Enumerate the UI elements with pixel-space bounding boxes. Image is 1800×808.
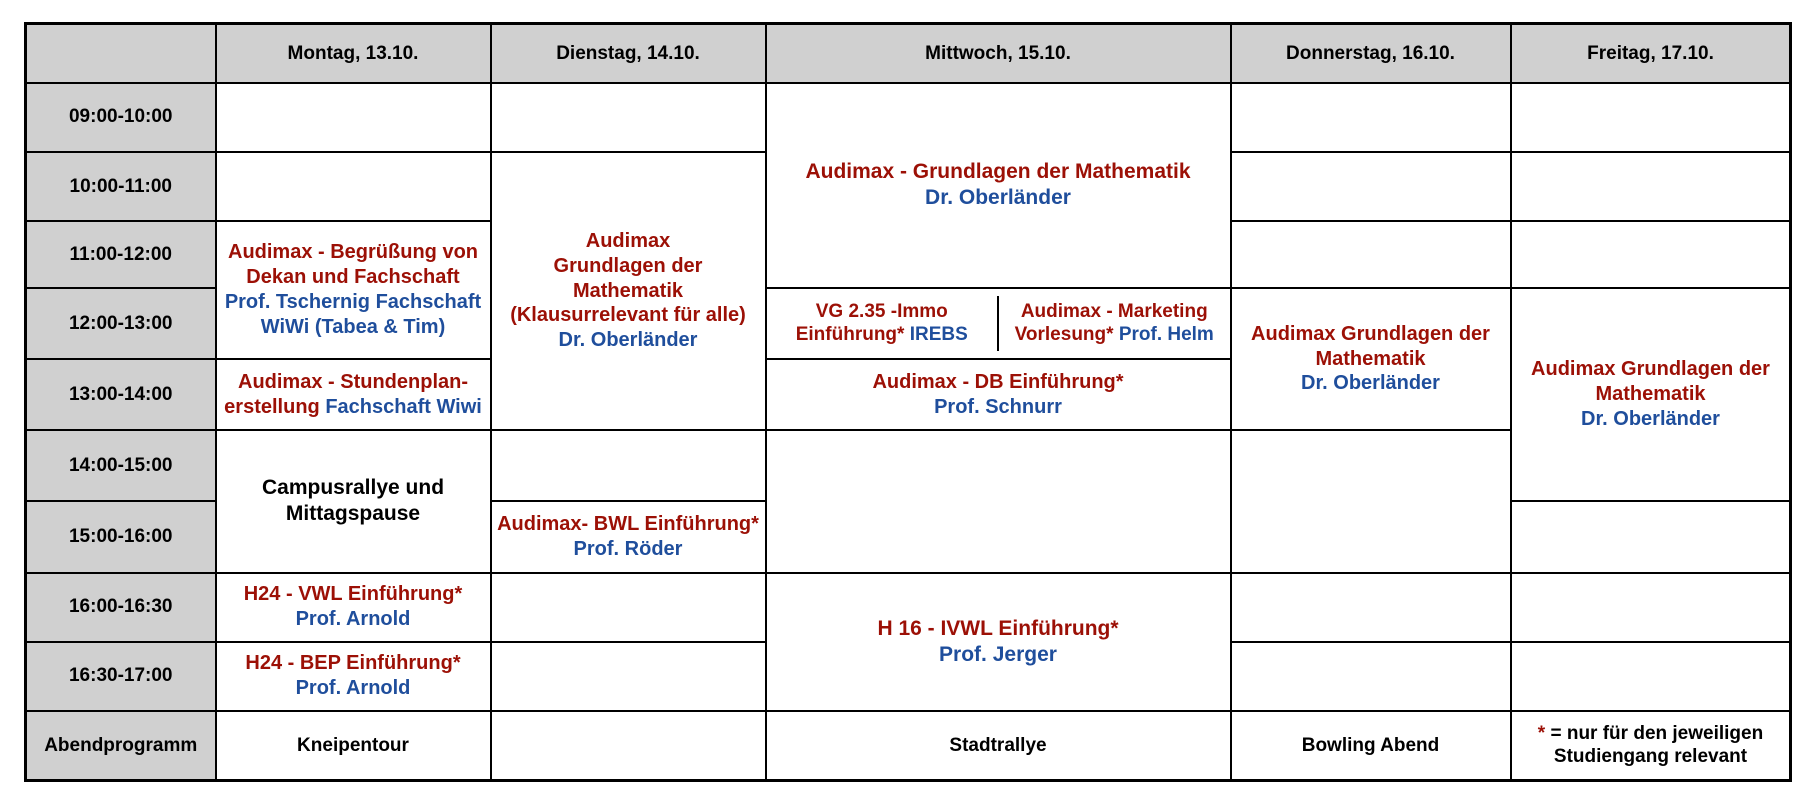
entry-donnerstag-mathe-line1: Audimax Grundlagen der	[1251, 322, 1490, 345]
entry-mittwoch-immo-line2b: IREBS	[909, 324, 968, 346]
cell-montag-0900	[216, 83, 491, 152]
cell-abend-mittwoch: Stadtrallye	[766, 711, 1231, 781]
cell-donnerstag-1400	[1231, 430, 1511, 572]
cell-donnerstag-mathe	[1231, 288, 1511, 430]
entry-mittwoch-marketing-line2: Vorlesung*	[1014, 324, 1114, 346]
entry-mittwoch-ivwl-line2: Prof. Jerger	[939, 642, 1057, 666]
entry-dienstag-bwl-line2: Prof. Röder	[573, 538, 683, 560]
entry-montag-vwl-line2: Prof. Arnold	[295, 608, 411, 631]
entry-montag-campusrallye-line2: Mittagspause	[285, 502, 421, 526]
table-row	[26, 573, 1791, 642]
entry-mittwoch-db-line1: Audimax - DB Einführung*	[872, 370, 1124, 393]
cell-abend-donnerstag: Bowling Abend	[1231, 711, 1511, 781]
entry-freitag-mathe-line1: Audimax Grundlagen der	[1531, 358, 1770, 381]
cell-donnerstag-1100	[1231, 221, 1511, 288]
cell-footnote	[1511, 711, 1791, 781]
entry-montag-stundenplan-line2b: Fachschaft Wiwi	[325, 395, 482, 418]
cell-mittwoch-immo	[767, 296, 999, 351]
cell-mittwoch-ivwl	[766, 573, 1231, 711]
footnote-star: *	[1537, 722, 1546, 744]
header-day-freitag: Freitag, 17.10.	[1511, 24, 1791, 83]
time-label-1300: 13:00-14:00	[26, 359, 216, 430]
cell-mittwoch-vormittag	[766, 83, 1231, 288]
entry-donnerstag-mathe-line2: Mathematik	[1315, 347, 1426, 370]
header-day-dienstag: Dienstag, 14.10.	[491, 24, 766, 83]
time-label-1000: 10:00-11:00	[26, 152, 216, 221]
time-label-0900: 09:00-10:00	[26, 83, 216, 152]
entry-montag-campusrallye-line1: Campusrallye und	[261, 476, 445, 500]
cell-donnerstag-1600	[1231, 573, 1511, 642]
entry-dienstag-mathe-line1: Audimax	[585, 229, 671, 252]
time-label-1600: 16:00-16:30	[26, 573, 216, 642]
cell-donnerstag-1630	[1231, 642, 1511, 711]
entry-mittwoch-db-line2: Prof. Schnurr	[934, 395, 1062, 418]
footnote-line1: = nur für den jeweiligen	[1545, 722, 1764, 744]
cell-mittwoch-marketing	[998, 296, 1230, 351]
entry-freitag-mathe-line2: Mathematik	[1595, 383, 1706, 406]
cell-montag-campusrallye	[216, 430, 491, 572]
entry-mittwoch-morning-line1: Audimax - Grundlagen der Mathematik	[805, 160, 1191, 184]
cell-dienstag-bwl	[491, 501, 766, 572]
time-label-1200: 12:00-13:00	[26, 288, 216, 359]
table-row	[26, 83, 1791, 152]
entry-dienstag-mathe-line4: (Klausurrelevant für alle)	[510, 304, 746, 327]
entry-mittwoch-immo-line1: VG 2.35 -Immo	[815, 300, 948, 322]
time-label-abendprogramm: Abendprogramm	[26, 711, 216, 781]
entry-mittwoch-marketing-line2b: Prof. Helm	[1118, 324, 1214, 346]
entry-mittwoch-ivwl-line1: H 16 - IVWL Einführung*	[877, 616, 1119, 640]
cell-mittwoch-1200-split	[766, 288, 1231, 359]
footnote-line2: Studiengang relevant	[1553, 746, 1748, 768]
entry-mittwoch-marketing-line1: Audimax - Marketing	[1020, 300, 1208, 322]
cell-montag-1000	[216, 152, 491, 221]
entry-montag-bep-line1: H24 - BEP Einführung*	[245, 652, 461, 675]
header-day-montag: Montag, 13.10.	[216, 24, 491, 83]
cell-dienstag-1400	[491, 430, 766, 501]
entry-dienstag-mathe-line3: Mathematik	[572, 279, 684, 302]
time-label-1100: 11:00-12:00	[26, 221, 216, 288]
cell-montag-stundenplan	[216, 359, 491, 430]
header-corner	[26, 24, 216, 83]
cell-montag-bep	[216, 642, 491, 711]
entry-dienstag-bwl-line1: Audimax- BWL Einführung*	[497, 513, 759, 536]
entry-montag-vwl-line1: H24 - VWL Einführung*	[243, 583, 463, 606]
cell-dienstag-1630	[491, 642, 766, 711]
header-day-donnerstag: Donnerstag, 16.10.	[1231, 24, 1511, 83]
entry-dienstag-mathe-line5: Dr. Oberländer	[558, 329, 698, 352]
cell-freitag-1600	[1511, 573, 1791, 642]
cell-donnerstag-0900	[1231, 83, 1511, 152]
timetable	[24, 22, 1792, 782]
entry-montag-begruessung-line1: Audimax - Begrüßung von	[228, 241, 478, 264]
cell-freitag-0900	[1511, 83, 1791, 152]
cell-freitag-1100	[1511, 221, 1791, 288]
entry-montag-stundenplan-line1: Audimax - Stundenplan-	[238, 370, 468, 393]
cell-dienstag-1600	[491, 573, 766, 642]
entry-donnerstag-mathe-line3: Dr. Oberländer	[1301, 372, 1440, 395]
entry-montag-bep-line2: Prof. Arnold	[295, 677, 411, 700]
entry-mittwoch-immo-line2: Einführung*	[795, 324, 905, 346]
cell-freitag-1000	[1511, 152, 1791, 221]
cell-abend-dienstag	[491, 711, 766, 781]
entry-montag-begruessung-line3: Prof. Tschernig Fachschaft	[224, 290, 482, 313]
entry-freitag-mathe-line3: Dr. Oberländer	[1581, 408, 1720, 431]
time-label-1500: 15:00-16:00	[26, 501, 216, 572]
entry-montag-begruessung-line4: WiWi (Tabea & Tim)	[260, 315, 446, 338]
cell-dienstag-0900	[491, 83, 766, 152]
cell-mittwoch-db	[766, 359, 1231, 430]
entry-montag-begruessung-line2: Dekan und Fachschaft	[246, 266, 460, 289]
cell-montag-begruessung	[216, 221, 491, 359]
entry-mittwoch-morning-line2: Dr. Oberländer	[925, 186, 1071, 210]
entry-dienstag-mathe-line2: Grundlagen der	[553, 254, 703, 277]
cell-dienstag-mathe	[491, 152, 766, 430]
cell-donnerstag-1000	[1231, 152, 1511, 221]
cell-montag-vwl	[216, 573, 491, 642]
header-day-mittwoch: Mittwoch, 15.10.	[766, 24, 1231, 83]
cell-mittwoch-1400	[766, 430, 1231, 572]
time-label-1400: 14:00-15:00	[26, 430, 216, 501]
split-container	[767, 296, 1230, 351]
cell-freitag-1630	[1511, 642, 1791, 711]
cell-abend-montag: Kneipentour	[216, 711, 491, 781]
table-header-row	[26, 24, 1791, 83]
cell-freitag-mathe	[1511, 288, 1791, 502]
time-label-1630: 16:30-17:00	[26, 642, 216, 711]
table-row-abendprogramm	[26, 711, 1791, 781]
entry-montag-stundenplan-line2: erstellung	[224, 395, 320, 418]
